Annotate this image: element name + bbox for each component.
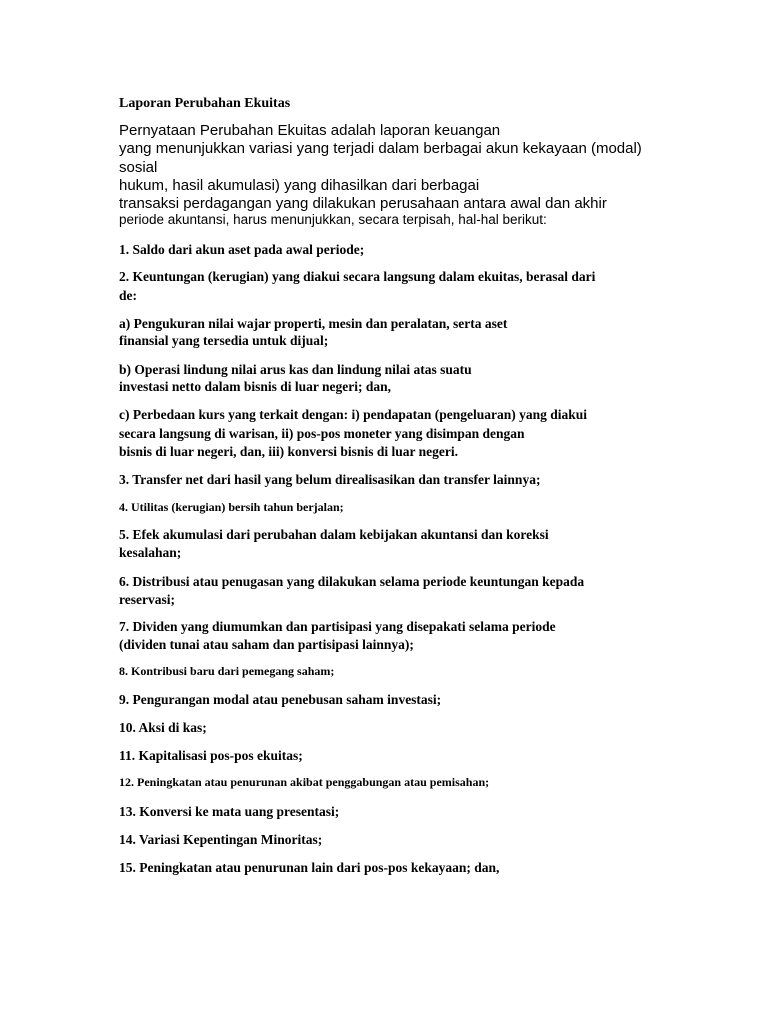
document-title: Laporan Perubahan Ekuitas <box>119 96 291 111</box>
list-item-1: 1. Saldo dari akun aset pada awal periode; <box>119 242 365 257</box>
list-item-2-line-1: 2. Keuntungan (kerugian) yang diakui secara langsung dalam ekuitas, berasal dari <box>119 269 596 284</box>
sub-item-b-line-2: investasi netto dalam bisnis di luar negeri; dan, <box>119 379 392 394</box>
list-item-5-line-2: kesalahan; <box>119 545 182 560</box>
intro-line-2: yang menunjukkan variasi yang terjadi dalam berbagai akun kekayaan (modal) <box>119 140 642 157</box>
list-item-8: 8. Kontribusi baru dari pemegang saham; <box>119 664 335 678</box>
list-item-11: 11. Kapitalisasi pos-pos ekuitas; <box>119 748 303 763</box>
list-item-7-line-1: 7. Dividen yang diumumkan dan partisipasi yang disepakati selama periode <box>119 619 556 634</box>
sub-item-c-line-2: secara langsung di warisan, ii) pos-pos moneter yang disimpan dengan <box>119 426 525 441</box>
list-item-3: 3. Transfer net dari hasil yang belum direalisasikan dan transfer lainnya; <box>119 472 541 487</box>
list-item-12: 12. Peningkatan atau penurunan akibat penggabungan atau pemisahan; <box>119 775 490 789</box>
intro-line-5: transaksi perdagangan yang dilakukan perusahaan antara awal dan akhir <box>119 195 607 212</box>
list-item-2-line-2: de: <box>119 288 137 303</box>
intro-line-4: hukum, hasil akumulasi) yang dihasilkan dari berbagai <box>119 177 480 194</box>
intro-line-3: sosial <box>119 159 158 176</box>
sub-item-a-line-1: a) Pengukuran nilai wajar properti, mesin dan peralatan, serta aset <box>119 316 508 331</box>
list-item-13: 13. Konversi ke mata uang presentasi; <box>119 804 340 819</box>
sub-item-c-line-1: c) Perbedaan kurs yang terkait dengan: i) pendapatan (pengeluaran) yang diakui <box>119 407 588 422</box>
list-item-15: 15. Peningkatan atau penurunan lain dari pos-pos kekayaan; dan, <box>119 860 500 875</box>
list-item-14: 14. Variasi Kepentingan Minoritas; <box>119 832 323 847</box>
list-item-4: 4. Utilitas (kerugian) bersih tahun berjalan; <box>119 500 344 514</box>
intro-line-1: Pernyataan Perubahan Ekuitas adalah laporan keuangan <box>119 122 501 139</box>
sub-item-c-line-3: bisnis di luar negeri, dan, iii) konversi bisnis di luar negeri. <box>119 444 458 459</box>
list-item-6-line-2: reservasi; <box>119 592 175 607</box>
sub-item-b-line-1: b) Operasi lindung nilai arus kas dan lindung nilai atas suatu <box>119 362 472 377</box>
sub-item-a-line-2: finansial yang tersedia untuk dijual; <box>119 333 329 348</box>
list-item-9: 9. Pengurangan modal atau penebusan saham investasi; <box>119 692 442 707</box>
list-item-7-line-2: (dividen tunai atau saham dan partisipasi lainnya); <box>119 637 414 652</box>
list-item-6-line-1: 6. Distribusi atau penugasan yang dilakukan selama periode keuntungan kepada <box>119 574 585 589</box>
intro-line-6: periode akuntansi, harus menunjukkan, secara terpisah, hal-hal berikut: <box>119 212 547 227</box>
list-item-5-line-1: 5. Efek akumulasi dari perubahan dalam kebijakan akuntansi dan koreksi <box>119 527 549 542</box>
list-item-10: 10. Aksi di kas; <box>119 720 207 735</box>
